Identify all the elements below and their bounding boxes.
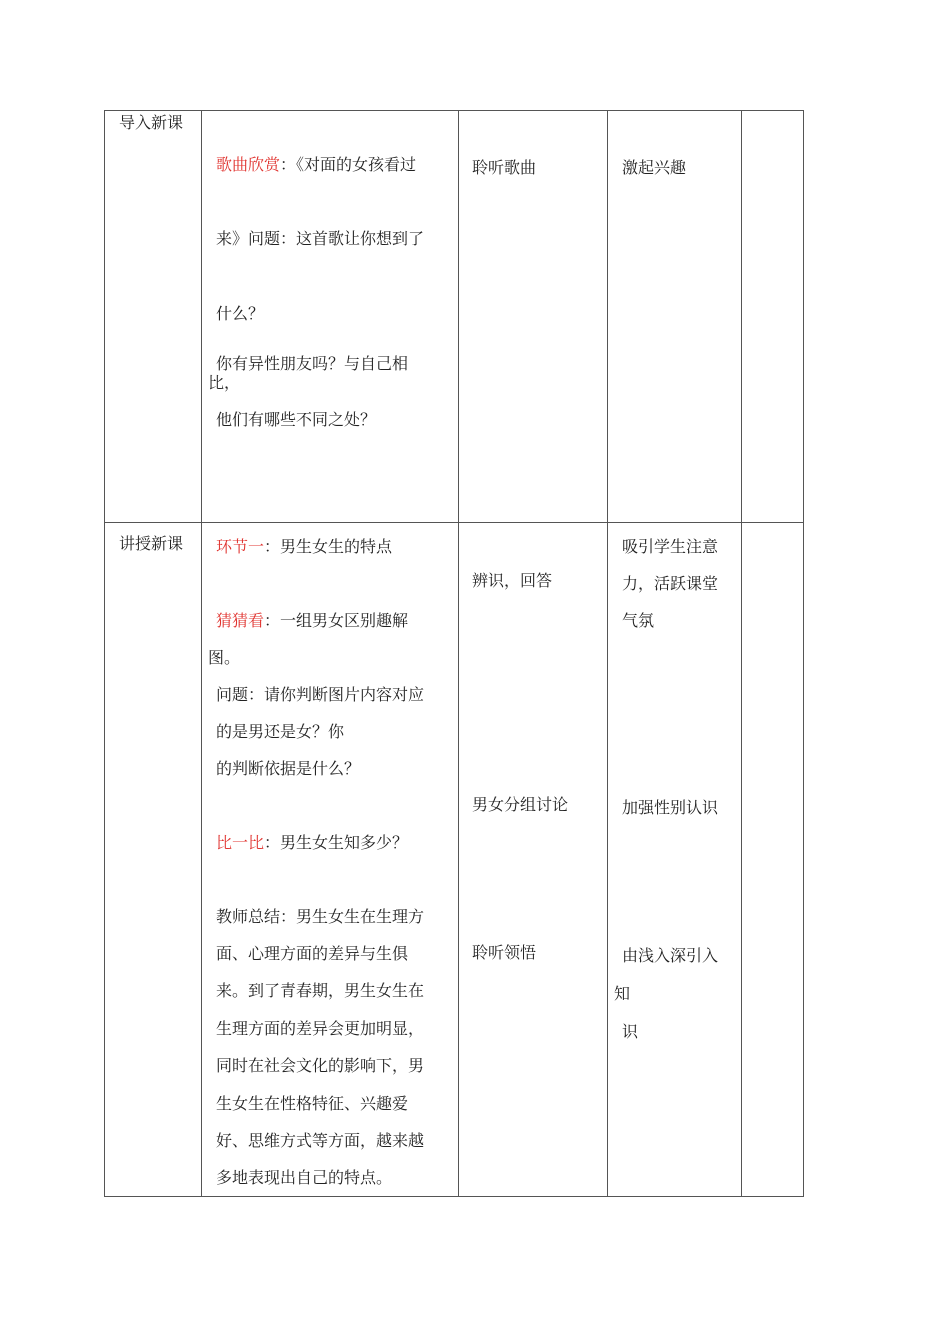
column-divider (201, 110, 202, 1197)
content-line: 生女生在性格特征、兴趣爱 (216, 1094, 409, 1113)
design-intent: 力，活跃课堂 (622, 574, 719, 593)
student-activity: 聆听领悟 (472, 943, 537, 962)
table-border-bottom (104, 1196, 804, 1197)
table-border-right (803, 110, 804, 1197)
content-line: 同时在社会文化的影响下，男 (216, 1056, 425, 1075)
design-intent: 知 (614, 984, 631, 1003)
highlight-label: 比一比 (216, 833, 265, 852)
highlight-label: 环节一 (216, 537, 265, 556)
content-line: 教师总结：男生女生在生理方 (216, 907, 425, 926)
content-line: 猜猜看：一组男女区别趣解 (216, 611, 409, 630)
content-line: 问题：请你判断图片内容对应 (216, 685, 425, 704)
content-line: 好、思维方式等方面，越来越 (216, 1131, 425, 1150)
content-line: 环节一：男生女生的特点 (216, 537, 393, 556)
design-intent: 识 (622, 1022, 639, 1041)
content-line: 的判断依据是什么？ (216, 759, 361, 778)
content-line: 面、心理方面的差异与生俱 (216, 944, 409, 963)
content-line: 的是男还是女？你 (216, 722, 345, 741)
student-activity: 聆听歌曲 (472, 158, 537, 177)
content-line: 歌曲欣赏：《对面的女孩看过 (216, 155, 417, 174)
column-divider (458, 110, 459, 1197)
highlight-label: 猜猜看 (216, 611, 265, 630)
design-intent: 由浅入深引入 (622, 946, 719, 965)
content-line: 比， (208, 373, 241, 392)
content-line: 来。到了青春期，男生女生在 (216, 981, 425, 1000)
student-activity: 男女分组讨论 (472, 795, 569, 814)
student-activity: 辨识，回答 (472, 571, 553, 590)
design-intent: 加强性别认识 (622, 798, 719, 817)
content-line: 什么？ (216, 304, 265, 323)
column-divider (741, 110, 742, 1197)
column-divider (607, 110, 608, 1197)
content-line: 比一比：男生女生知多少？ (216, 833, 409, 852)
content-line: 图。 (208, 648, 241, 667)
content-line: 他们有哪些不同之处？ (216, 410, 377, 429)
content-line: 多地表现出自己的特点。 (216, 1168, 393, 1187)
design-intent: 激起兴趣 (622, 158, 687, 177)
highlight-label: 歌曲欣赏 (216, 155, 281, 174)
row-divider (104, 522, 804, 523)
content-line: 来》问题：这首歌让你想到了 (216, 229, 425, 248)
section-label: 讲授新课 (119, 534, 184, 553)
design-intent: 吸引学生注意 (622, 537, 719, 556)
design-intent: 气氛 (622, 611, 655, 630)
table-border-top (104, 110, 804, 111)
section-label: 导入新课 (119, 113, 184, 132)
content-line: 你有异性朋友吗？与自己相 (216, 354, 409, 373)
table-border-left (104, 110, 105, 1197)
content-line: 生理方面的差异会更加明显， (216, 1019, 425, 1038)
